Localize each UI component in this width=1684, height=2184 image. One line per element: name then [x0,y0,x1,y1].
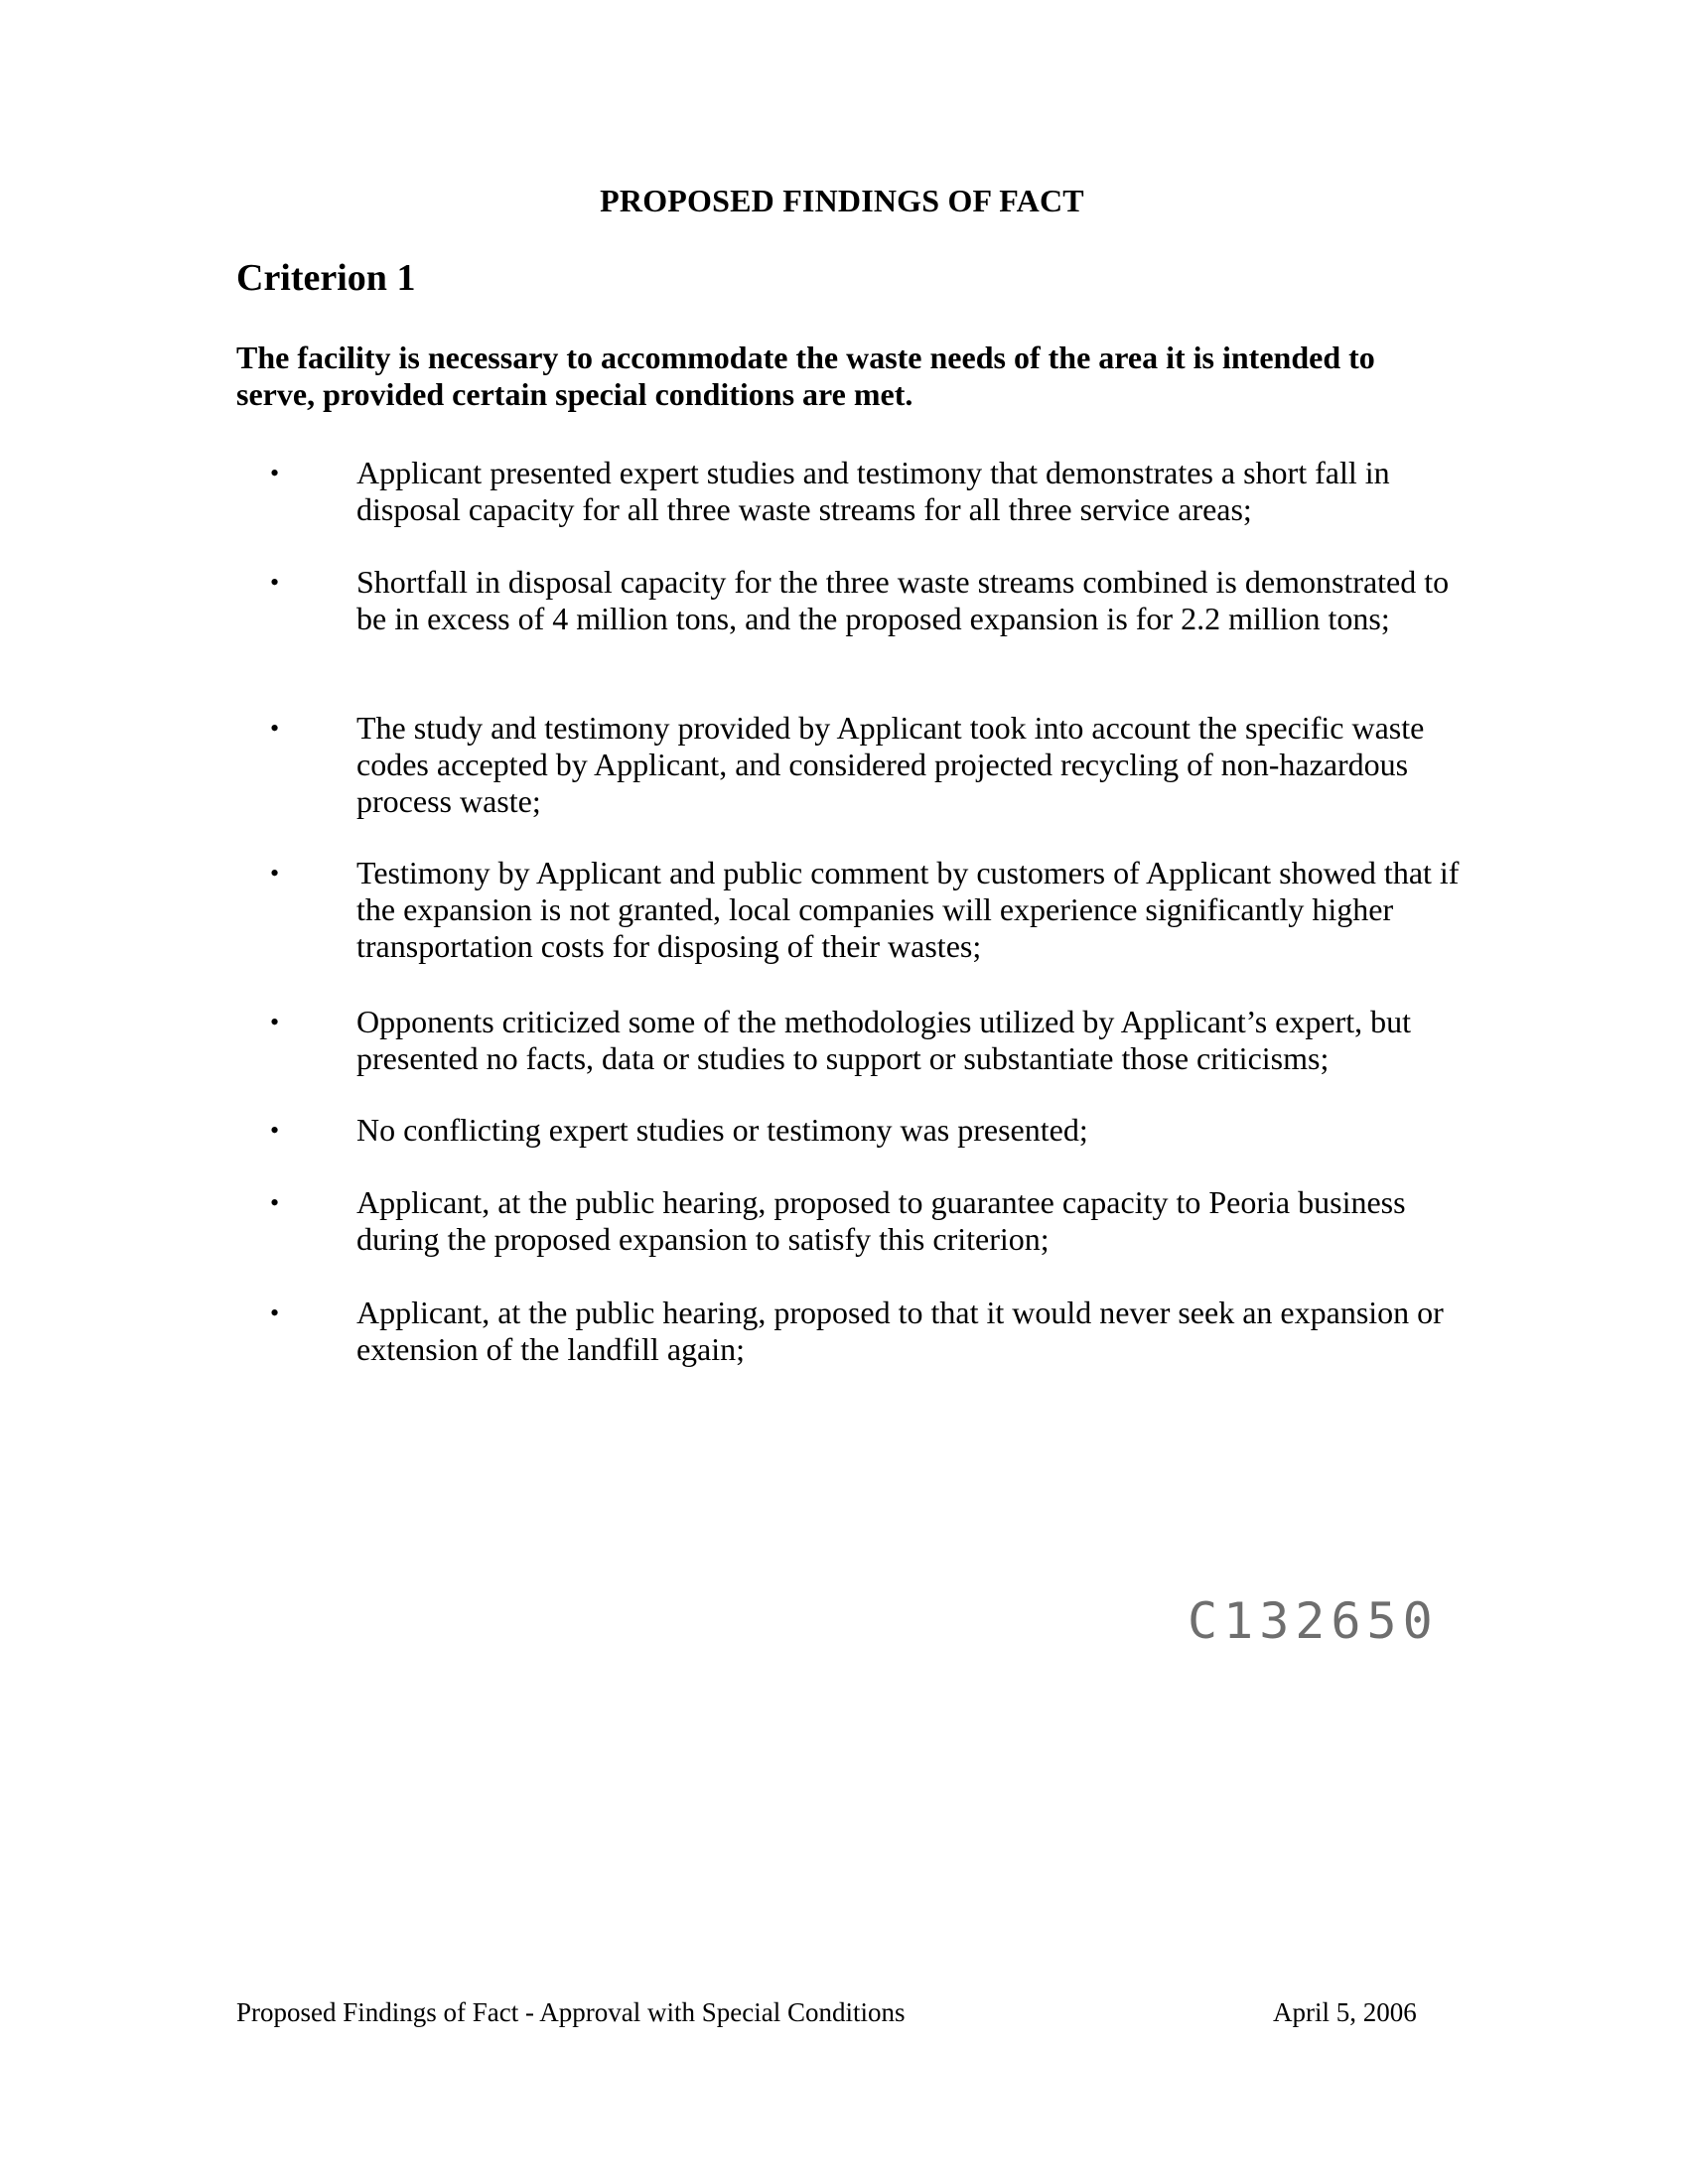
bullet-icon: • [270,568,280,597]
finding-text: Applicant presented expert studies and testimony that demonstrates a short fall in disposal capacity for all three waste streams for all three service areas; [356,455,1390,527]
criterion-statement: The facility is necessary to accommodate the waste needs of the area it is intended to serve, provided certain special conditions are met. [236,340,1375,412]
bullet-icon: • [270,1008,280,1036]
finding-text: Applicant, at the public hearing, proposed to guarantee capacity to Peoria business during the proposed expansion to satisfy this criterion; [356,1184,1406,1257]
bullet-icon: • [270,1298,280,1327]
finding-text: Shortfall in disposal capacity for the three waste streams combined is demonstrated to be in excess of 4 million tons, and the proposed expansion is for 2.2 million tons; [356,564,1450,636]
finding-text: The study and testimony provided by Applicant took into account the specific waste codes accepted by Applicant, and considered projected recycling of non-hazardous process waste; [356,710,1425,819]
page-title: PROPOSED FINDINGS OF FACT [600,183,1084,218]
bullet-icon: • [270,1116,280,1145]
footer-date: April 5, 2006 [1273,1997,1417,2027]
footer-title: Proposed Findings of Fact - Approval with Special Conditions [236,1997,906,2027]
document-number-stamp: C132650 [1188,1592,1439,1650]
finding-text: Applicant, at the public hearing, proposed to that it would never seek an expansion or extension of the landfill again; [356,1295,1444,1367]
finding-text: Testimony by Applicant and public comment by customers of Applicant showed that if the expansion is not granted, local companies will experience significantly higher transportation costs for disposing of their wastes; [356,855,1460,964]
finding-text: No conflicting expert studies or testimony was presented; [356,1112,1088,1148]
bullet-icon: • [270,859,280,887]
section-heading: Criterion 1 [236,257,416,299]
bullet-icon: • [270,1188,280,1217]
bullet-icon: • [270,459,280,487]
finding-text: Opponents criticized some of the methodologies utilized by Applicant’s expert, but presented no facts, data or studies to support or substantiate those criticisms; [356,1004,1411,1076]
bullet-icon: • [270,714,280,743]
